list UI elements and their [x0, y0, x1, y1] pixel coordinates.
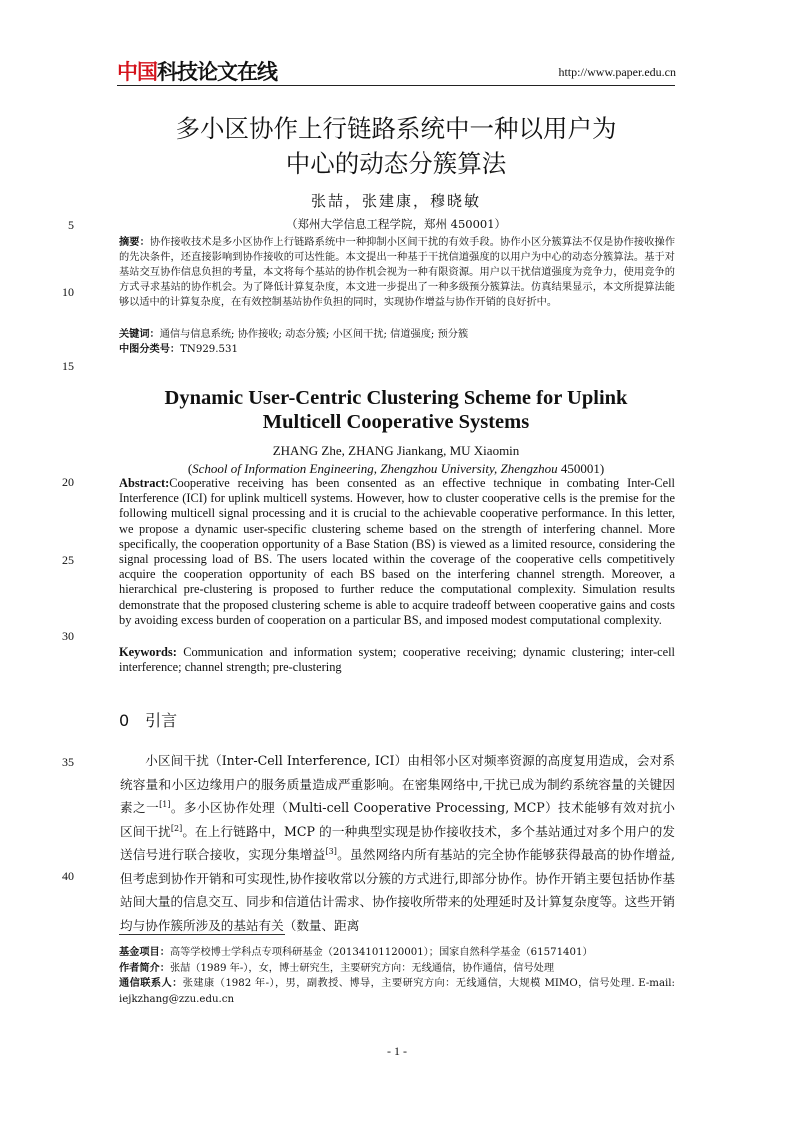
body-text	[120, 749, 675, 937]
citation-ref[interactable]: [2]	[170, 823, 183, 833]
footnotes	[119, 945, 675, 1007]
title-en-line2: Multicell Cooperative Systems	[262, 411, 530, 433]
keywords-cn	[119, 327, 675, 342]
class-number-value: TN929.531	[180, 344, 238, 355]
title-en	[117, 386, 675, 434]
line-number: 5	[68, 218, 74, 232]
citation-ref[interactable]: [1]	[159, 799, 171, 809]
abstract-en	[119, 476, 675, 628]
abstract-en-label: Abstract:	[119, 476, 170, 490]
line-number: 40	[62, 869, 74, 883]
line-number: 20	[62, 475, 74, 489]
footnote-rule	[119, 934, 285, 935]
footnote-correspondence: 通信联系人：张建康（1982 年-），男，副教授、博导，主要研究方向：无线通信，大规模 MIMO，信号处理. E-mail: iejkzhang@zzu.edu.cn	[119, 978, 675, 1005]
keywords-cn-label: 关键词：	[119, 329, 160, 340]
line-number: 10	[62, 285, 74, 299]
line-number: 15	[62, 359, 74, 373]
title-en-line1: Dynamic User-Centric Clustering Scheme for Uplink	[164, 387, 628, 409]
footnote-author: 作者简介：张喆（1989 年-），女，博士研究生，主要研究方向：无线通信，协作通信，信号处理	[119, 962, 555, 974]
abstract-cn-text: 协作接收技术是多小区协作上行链路系统中一种抑制小区间干扰的有效手段。协作小区分簇算法不仅是协作接收操作的先决条件，还直接影响到协作接收的可达性能。本文提出一种基于干扰信道强度的以用户为中心的动态分簇算法。基于对基站交互协作信息负担的考量，本文将每个基站的协作机会视为一种有限资源。用户以干扰信道强度为竞争力，使用竞争的方式寻求基站的协作机会。为了降低计算复杂度，本文进一步提出了一种多级预分簇算法。仿真结果显示，本文所提算法能够以适中的计算复杂度，在有效控制基站协作负担的同时，实现协作增益与协作开销的良好折中。	[119, 237, 676, 309]
class-number-label: 中图分类号：	[119, 344, 181, 355]
affiliation-en-zip: 450001	[560, 461, 600, 476]
header-rule	[117, 85, 675, 86]
affiliation-cn: （郑州大学信息工程学院，郑州 450001）	[285, 217, 507, 231]
keywords-cn-text: 通信与信息系统; 协作接收; 动态分簇; 小区间干扰; 信道强度; 预分簇	[159, 329, 469, 340]
affiliation-en-name: School of Information Engineering, Zhengzhou University, Zhengzhou	[192, 461, 558, 476]
journal-logo: 中国科技论文在线	[117, 60, 277, 84]
title-cn-line1: 多小区协作上行链路系统中一种以用户为	[175, 114, 617, 143]
abstract-cn-label: 摘要：	[119, 237, 150, 248]
header-url[interactable]: http://www.paper.edu.cn	[558, 65, 676, 79]
line-number: 30	[62, 629, 74, 643]
intro-paragraph: 小区间干扰（Inter-Cell Interference, ICI）由相邻小区对频率资源的高度复用造成，会对系统容量和小区边缘用户的服务质量造成严重影响。在密集网络中,干扰已成为制约系统容量的关键因素之一[1]。多小区协作处理（Multi-cell Cooperative Processing, MCP）技术能够有效对抗小区间干扰[2]。在上行链路中，MCP 的一种典型实现是协作接收技术，多个基站通过对多个用户的发送信号进行联合接收，实现分集增益[3]。虽然网络内所有基站的完全协作能够获得最高的协作增益,但考虑到协作开销和可实现性,协作接收常以分簇的方式进行,即部分协作。协作开销主要包括协作基站间大量的信息交互、同步和信道估计需求、协作接收所带来的处理延时及计算复杂度等。这些开销均与协作簇所涉及的基站有关（数量、距离	[120, 753, 676, 933]
section-heading-introduction: 0 引言	[119, 711, 178, 730]
affiliation-en: (School of Information Engineering, Zhengzhou University, Zhengzhou 450001)	[187, 461, 605, 476]
keywords-en	[119, 645, 675, 675]
keywords-en-label: Keywords:	[119, 645, 177, 659]
title-cn-line2: 中心的动态分簇算法	[285, 149, 507, 178]
citation-ref[interactable]: [3]	[325, 846, 337, 856]
page-number: - 1 -	[387, 1044, 407, 1058]
class-number	[119, 342, 675, 357]
line-number: 25	[62, 553, 74, 567]
keywords-en-text: Communication and information system; cooperative receiving; dynamic clustering; inter-cell interference; channel strength; pre-clustering	[119, 645, 675, 675]
abstract-cn	[119, 235, 675, 310]
authors-en: ZHANG Zhe, ZHANG Jiankang, MU Xiaomin	[272, 443, 520, 458]
footnote-fund: 基金项目：高等学校博士学科点专项科研基金（20134101120001）；国家自然科学基金（61571401）	[119, 947, 593, 958]
abstract-en-text: Cooperative receiving has been consented as an effective technique in combating Inter-Cell Interference (ICI) for uplink multicell systems. However, how to cluster cooperative cells is the premise for the following multicell signal processing and it is crucial to the achievable cooperative performance. In this letter, we propose a dynamic user-specific clustering scheme based on the strength of interfering channel. More specifically, the cooperation opportunity of a Base Station (BS) is viewed as a limited resource, considering the signal processing load of BS. The users located within the coverage of the cooperative cells competitively acquire the cooperation opportunity of each BS based on the interfering channel strength. Moreover, a hierarchical pre-clustering is proposed to further reduce the computational complexity. Simulation results demonstrate that the proposed clustering scheme is able to acquire tradeoff between cooperative gains and costs by avoiding excess burden of cooperation on a particular BS, and imposed modest computational complexity.	[119, 476, 675, 627]
authors-cn: 张喆，张建康，穆晓敏	[310, 192, 481, 210]
line-number: 35	[62, 755, 74, 769]
